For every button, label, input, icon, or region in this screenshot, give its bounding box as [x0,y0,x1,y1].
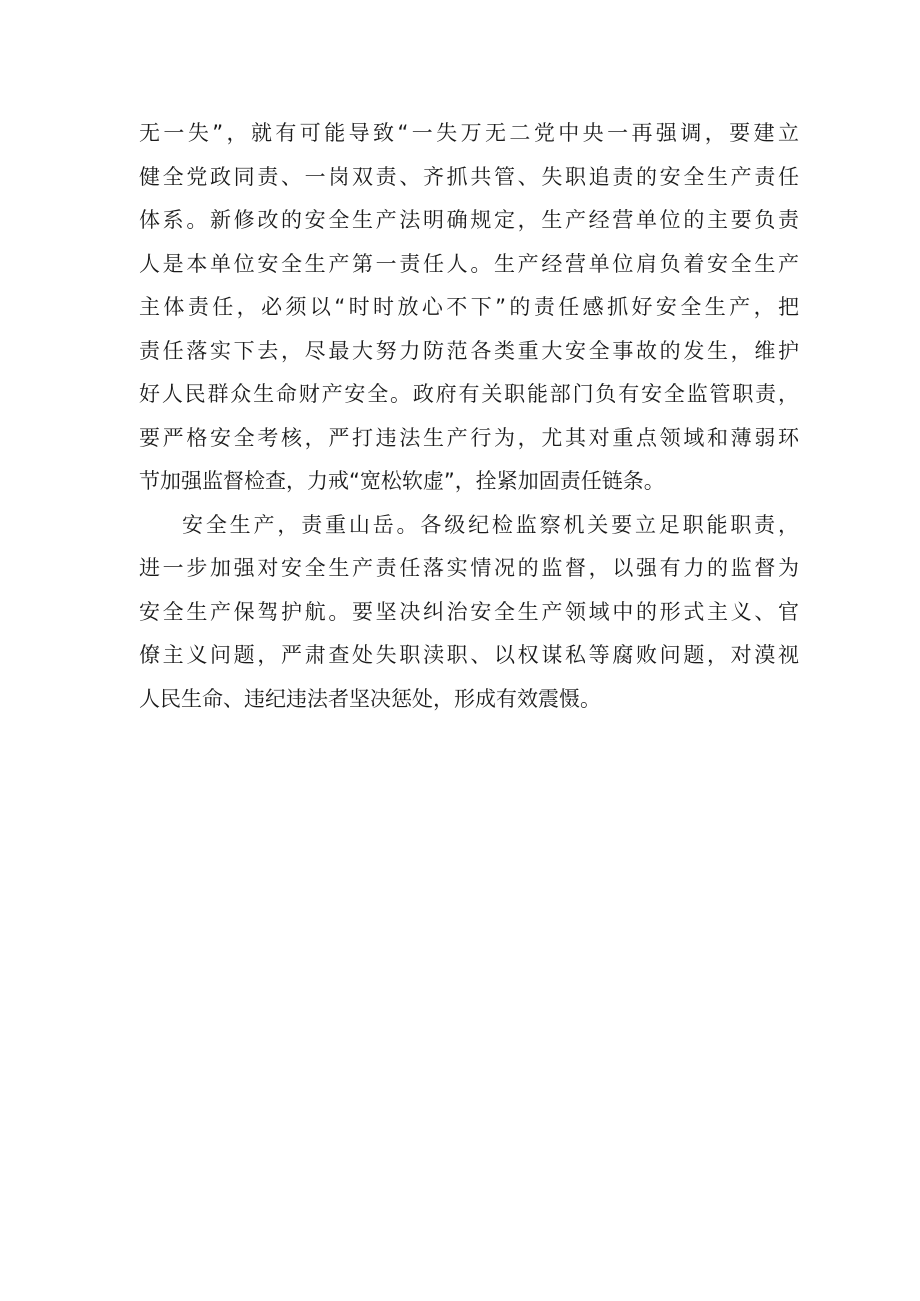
text-line: 要严格安全考核，严打违法生产行为，尤其对重点领域和薄弱环 [139,425,799,450]
text-line: 僚主义问题，严肃查处失职渎职、以权谋私等腐败问题，对漠视 [139,643,799,667]
text-line: 无一失”，就有可能导致“一失万无二党中央一再强调，要建立 [139,121,799,145]
body-text [139,112,799,721]
text-line: 健全党政同责、一岗双责、齐抓共管、失职追责的安全生产责任 [139,164,799,189]
text-line: 人是本单位安全生产第一责任人。生产经营单位肩负着安全生产 [139,251,799,276]
text-line: 安全生产保驾护航。要坚决纠治安全生产领域中的形式主义、官 [139,599,799,624]
text-line: 好人民群众生命财产安全。政府有关职能部门负有安全监管职责， [139,382,799,406]
text-line: 体系。新修改的安全生产法明确规定，生产经营单位的主要负责 [139,208,799,232]
text-line: 责任落实下去，尽最大努力防范各类重大安全事故的发生，维护 [139,338,799,363]
paragraph-1 [139,112,799,504]
paragraph-2 [139,504,799,722]
text-line: 人民生命、违纪违法者坚决惩处，形成有效震慑。 [139,686,601,711]
text-line: 安全生产，责重山岳。各级纪检监察机关要立足职能职责， [182,512,799,537]
text-line: 主体责任，必须以“时时放心不下”的责任感抓好安全生产，把 [139,295,799,319]
text-line: 节加强监督检查，力戒“宽松软虚”，拴紧加固责任链条。 [139,469,665,493]
text-line: 进一步加强对安全生产责任落实情况的监督，以强有力的监督为 [139,556,799,580]
